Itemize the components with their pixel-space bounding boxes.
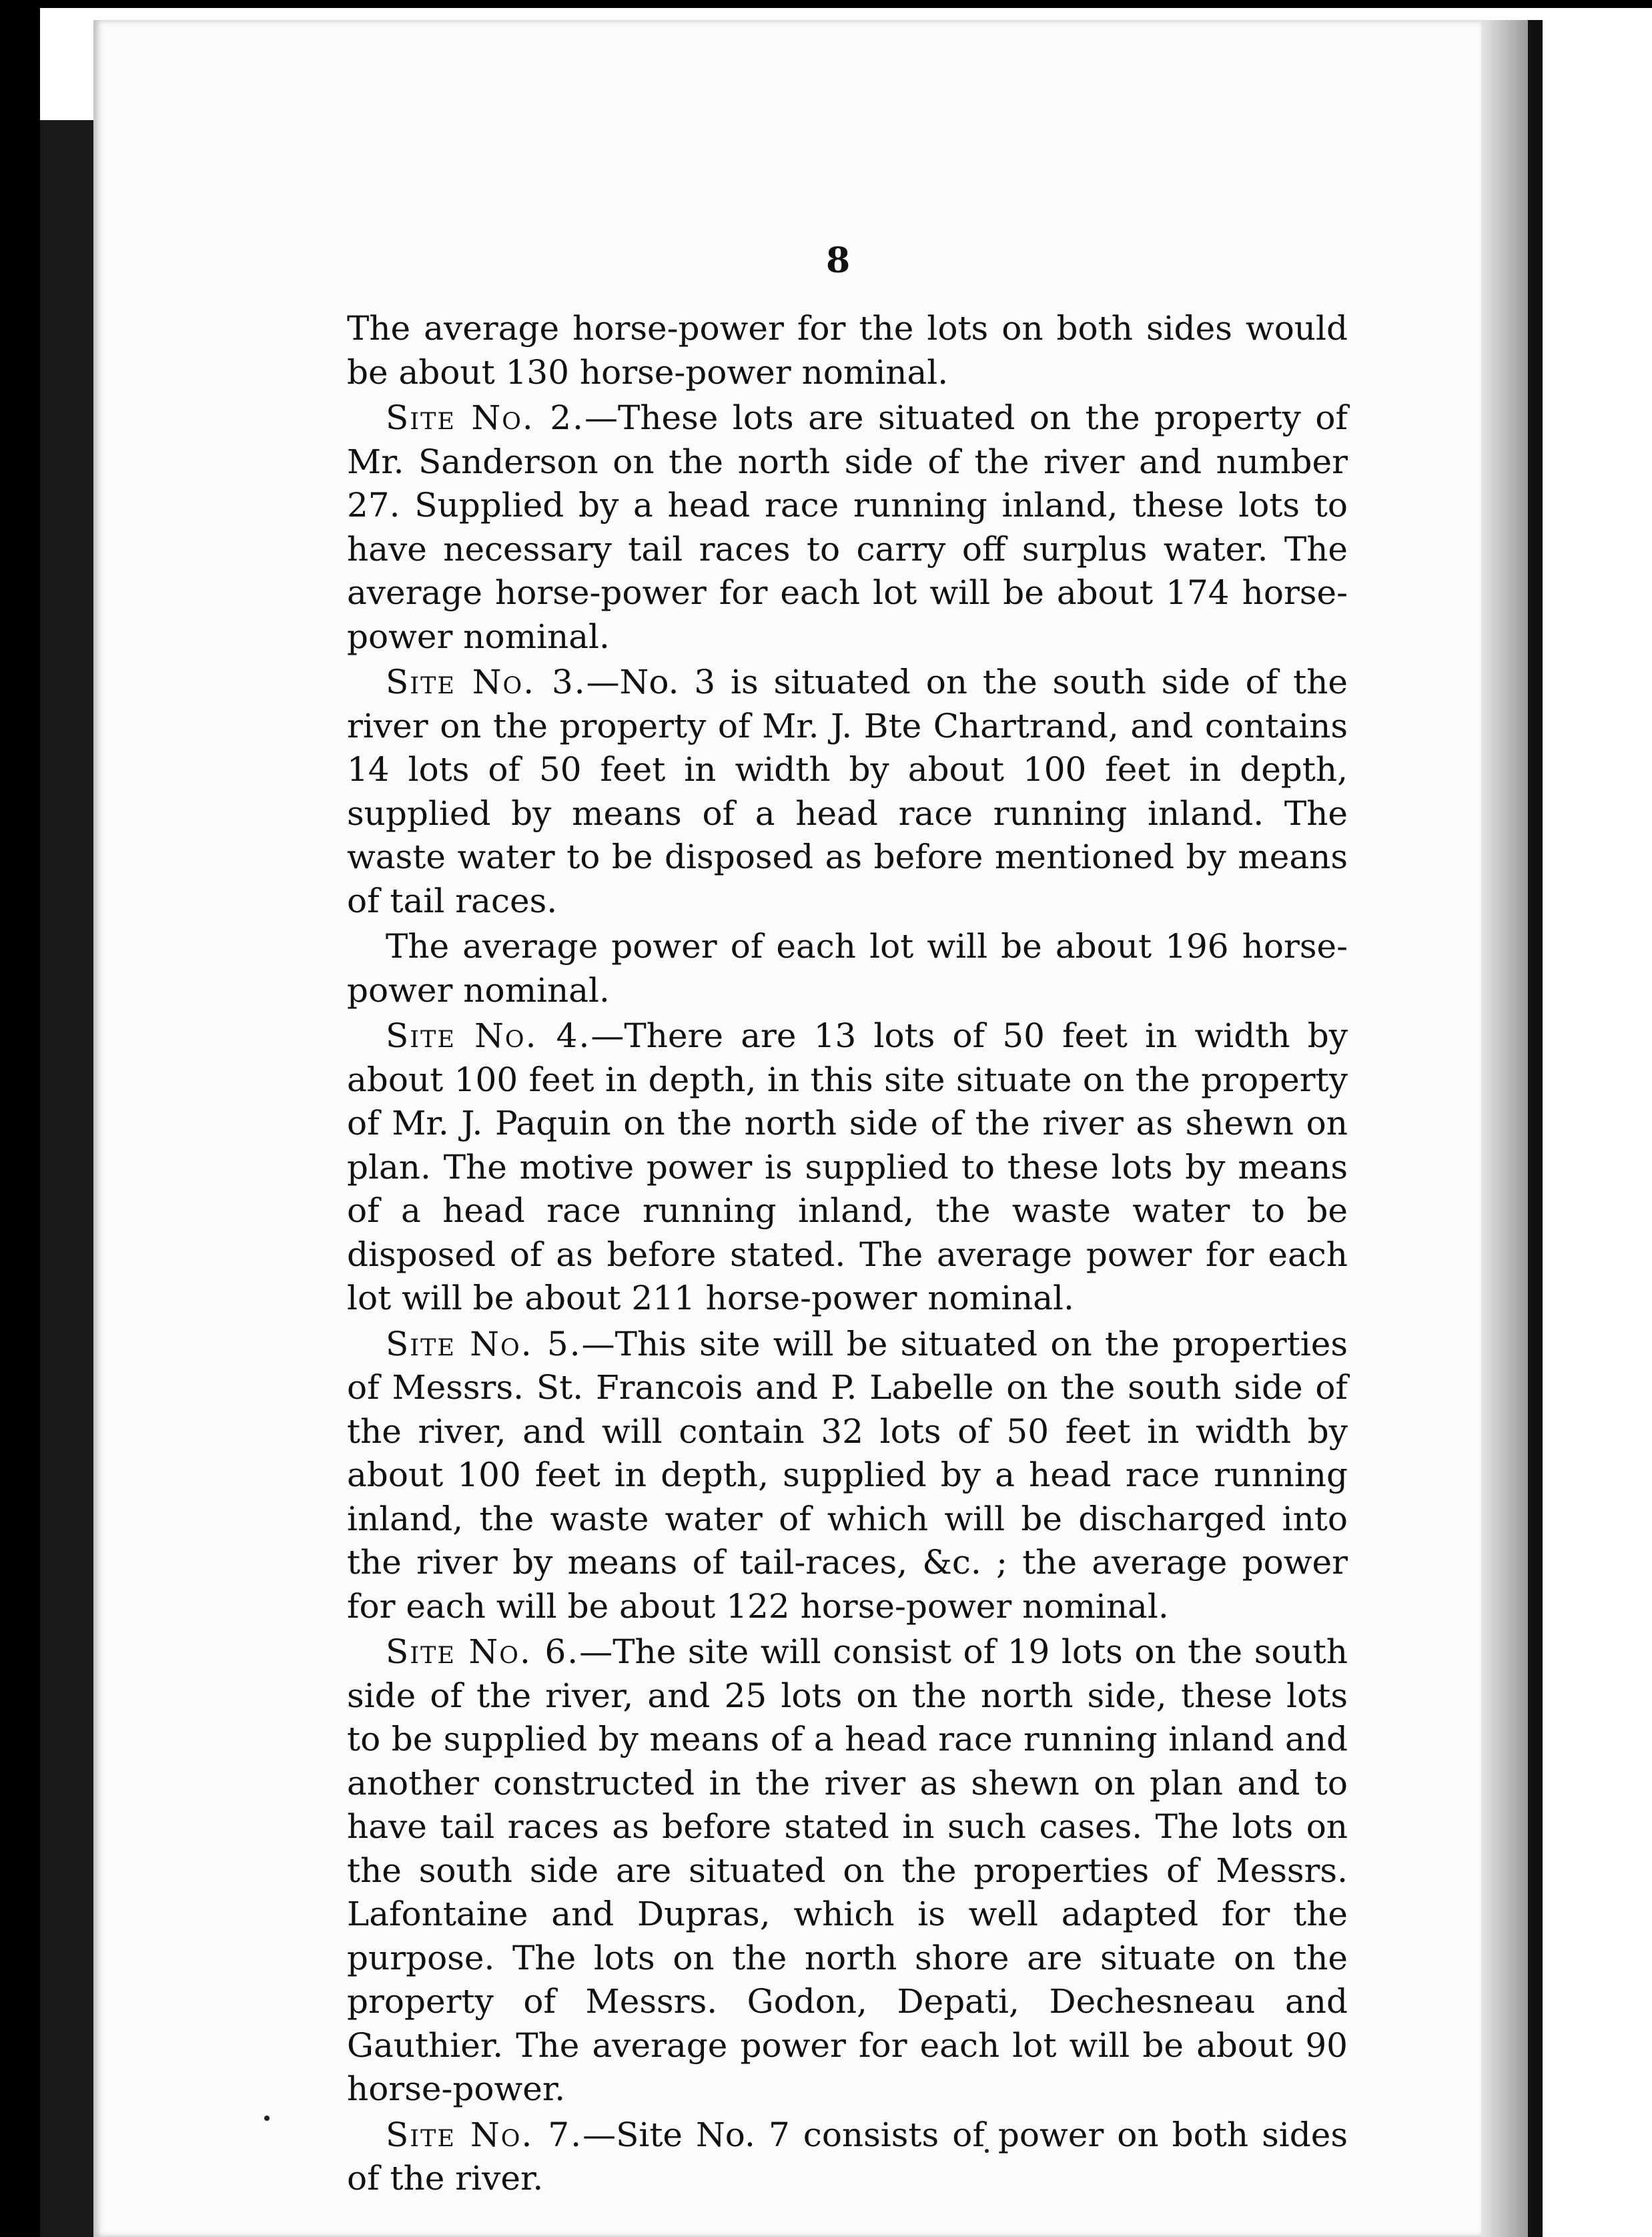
paragraph-text: —No. 3 is situated on the south side of the river on the property of Mr. J. Bte Chartrand, and contains 14 lots of 50 feet in width by about 100 feet in depth, supplied by means of a head race running inland. The waste water to be disposed as before mentioned by means of tail races. (347, 663, 1348, 920)
paragraph-label: Site No. 5. (386, 1324, 582, 1363)
paragraph-label: Site No. 7. (386, 2115, 583, 2154)
paragraph (347, 396, 1348, 659)
paragraph-text: The average horse-power for the lots on both sides would be about 130 horse-power nominal. (347, 309, 1348, 392)
page-edge-shadow (1481, 20, 1528, 2237)
scan-border-right (1528, 20, 1543, 2237)
paragraph-text: The average power of each lot will be about 196 horse-power nominal. (347, 927, 1348, 1010)
paragraph (347, 925, 1348, 1012)
paragraph-label: Site No. 3. (386, 663, 586, 701)
body-text (347, 307, 1348, 2203)
ink-speck (264, 2116, 270, 2121)
scan-margin-right (1543, 20, 1652, 2237)
paragraph (347, 1630, 1348, 2112)
paragraph (347, 307, 1348, 394)
paragraph-label: Site No. 4. (386, 1016, 591, 1055)
paragraph (347, 2114, 1348, 2201)
paragraph-text: —These lots are situated on the property of Mr. Sanderson on the north side of the river and number 27. Supplied by a head race running inland, these lots to have necessary tail races to carry off surplus water. The average horse-power for each lot will be about 174 horse-power nominal. (347, 398, 1348, 656)
paragraph (347, 1323, 1348, 1629)
paragraph-text: —This site will be situated on the properties of Messrs. St. Francois and P. Labelle on the south side of the river, and will contain 32 lots of 50 feet in width by about 100 feet in depth, supplied by a head race running inland, the waste water of which will be discharged into the river by means of tail-races, &c. ; the average power for each will be about 122 horse-power nominal. (347, 1324, 1348, 1626)
scan-border-left-inner (40, 120, 93, 2237)
scan-border-left (0, 0, 40, 2237)
paragraph-text: —The site will consist of 19 lots on the south side of the river, and 25 lots on the north side, these lots to be supplied by means of a head race running inland and another constructed in the river as shewn on plan and to have tail races as before stated in such cases. The lots on the south side are situated on the properties of Messrs. Lafontaine and Dupras, which is well adapted for the purpose. The lots on the north shore are situate on the property of Messrs. Godon, Depati, Dechesneau and Gauthier. The average power for each lot will be about 90 horse-power. (347, 1632, 1348, 2108)
paragraph-text: —Site No. 7 consists of power on both sides of the river. (347, 2115, 1348, 2198)
paragraph-text: —There are 13 lots of 50 feet in width by about 100 feet in depth, in this site situate on the property of Mr. J. Paquin on the north side of the river as shewn on plan. The motive power is supplied to these lots by means of a head race running inland, the waste water to be disposed of as before stated. The average power for each lot will be about 211 horse-power nominal. (347, 1016, 1348, 1317)
page-number: 8 (826, 240, 851, 281)
paragraph-label: Site No. 6. (386, 1632, 580, 1671)
paragraph-label: Site No. 2. (386, 398, 584, 437)
paragraph (347, 661, 1348, 923)
paragraph (347, 1014, 1348, 1321)
scan-border-top (0, 0, 1652, 8)
